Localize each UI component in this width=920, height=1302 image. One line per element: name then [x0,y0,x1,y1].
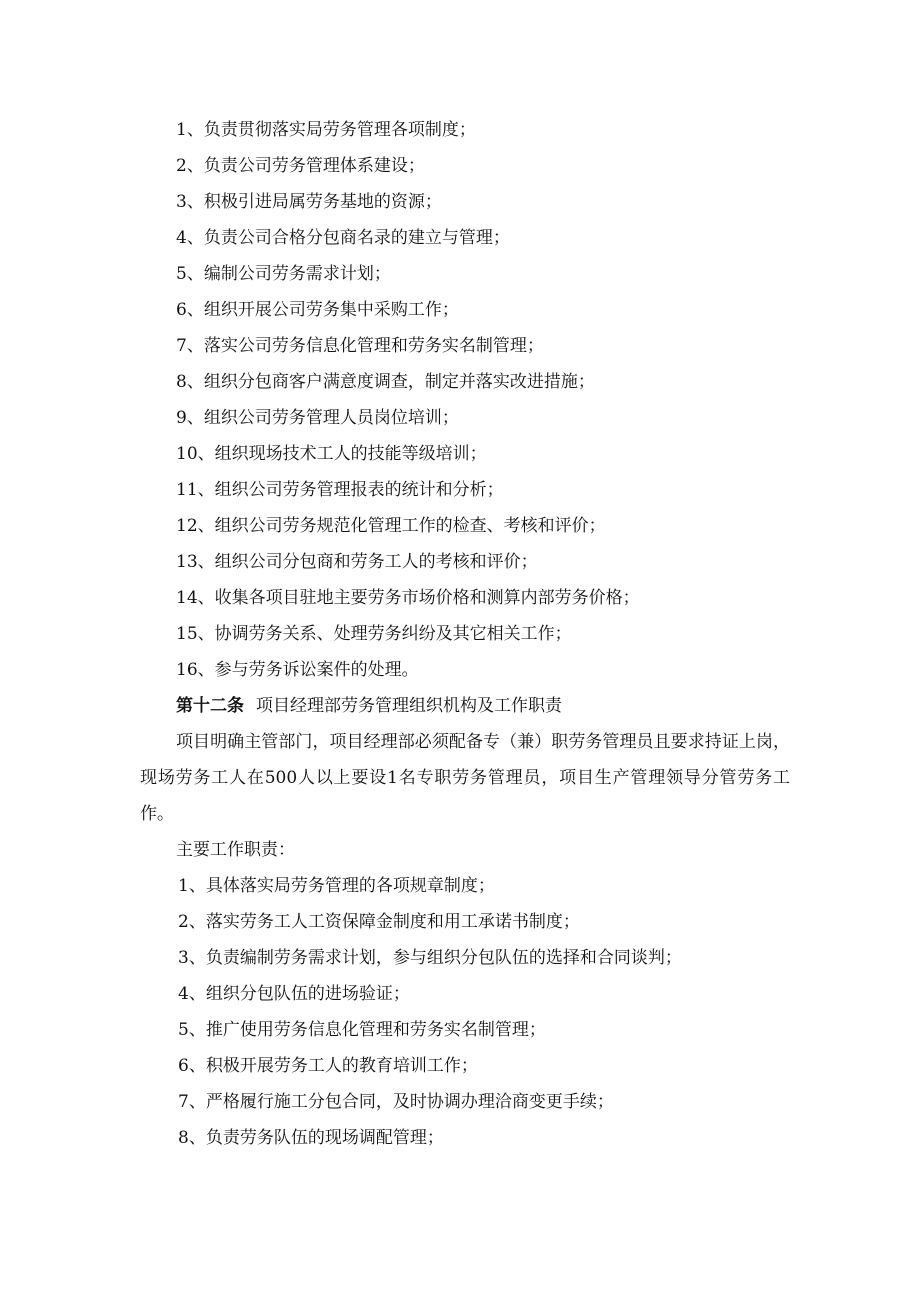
list-item: 8、组织分包商客户满意度调查，制定并落实改进措施； [176,372,595,392]
article-number: 第十二条 [176,696,244,716]
list-item: 3、积极引进局属劳务基地的资源； [176,192,442,212]
list-item: 6、组织开展公司劳务集中采购工作； [176,300,459,320]
list-item: 1、具体落实局劳务管理的各项规章制度； [178,876,495,896]
list-item: 4、组织分包队伍的进场验证； [178,984,410,1004]
document-body [140,112,790,1156]
list-item: 5、推广使用劳务信息化管理和劳务实名制管理； [178,1020,546,1040]
list-item: 13、组织公司分包商和劳务工人的考核和评价； [176,552,538,572]
list-item: 16、参与劳务诉讼案件的处理。 [176,660,419,680]
list-item: 1、负责贯彻落实局劳务管理各项制度； [176,120,476,140]
list-item: 8、负责劳务队伍的现场调配管理； [178,1128,444,1148]
list-item: 2、落实劳务工人工资保障金制度和用工承诺书制度； [178,912,580,932]
list-item: 9、组织公司劳务管理人员岗位培训； [176,408,459,428]
section-a-list [140,112,790,688]
list-item: 15、协调劳务关系、处理劳务纠纷及其它相关工作； [176,624,572,644]
article-heading [140,688,790,724]
list-item: 11、组织公司劳务管理报表的统计和分析； [176,480,504,500]
list-item: 2、负责公司劳务管理体系建设； [176,156,425,176]
list-item: 10、组织现场技术工人的技能等级培训； [176,444,487,464]
section-b-list [140,868,790,1156]
article-title: 项目经理部劳务管理组织机构及工作职责 [256,696,562,716]
list-item: 12、组织公司劳务规范化管理工作的检查、考核和评价； [176,516,606,536]
list-item: 5、编制公司劳务需求计划； [176,264,391,284]
list-item: 4、负责公司合格分包商名录的建立与管理； [176,228,510,248]
list-item: 7、严格履行施工分包合同，及时协调办理洽商变更手续； [178,1092,614,1112]
list-item: 7、落实公司劳务信息化管理和劳务实名制管理； [176,336,544,356]
list-item: 6、积极开展劳务工人的教育培训工作； [178,1056,478,1076]
list-item: 14、收集各项目驻地主要劳务市场价格和测算内部劳务价格； [176,588,640,608]
article-paragraph: 项目明确主管部门，项目经理部必须配备专（兼）职劳务管理员且要求持证上岗，现场劳务工人在500人以上要设1名专职劳务管理员，项目生产管理领导分管劳务工作。 [140,732,790,824]
list-item: 3、负责编制劳务需求计划，参与组织分包队伍的选择和合同谈判； [178,948,682,968]
duties-label: 主要工作职责： [176,840,295,860]
